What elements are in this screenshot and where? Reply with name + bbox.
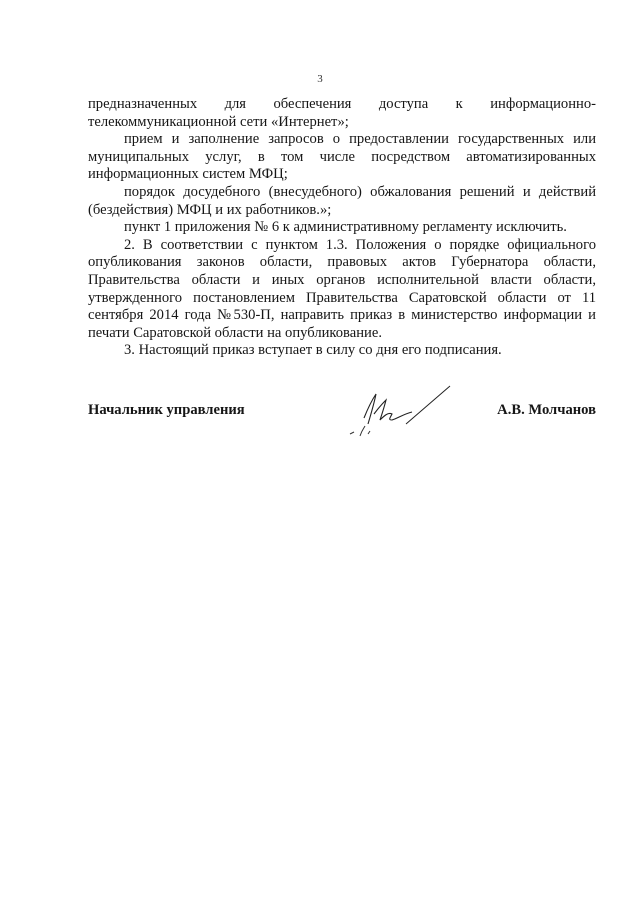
paragraph-exclusion: пункт 1 приложения № 6 к административному регламенту исключить. — [124, 219, 567, 236]
handwritten-signature — [346, 384, 466, 440]
signer-title: Начальник управления — [88, 402, 245, 418]
paragraph-appeal: порядок досудебного (внесудебного) обжалования решений и действий (бездействия) МФЦ и их работников.»; — [88, 183, 596, 218]
paragraph-publication: 2. В соответствии с пунктом 1.3. Положения о порядке официального опубликования законов области, правовых актов Губернатора области, Правительства области и иных органов исполнительной власти области, утвержденного постановлением Правительства Саратовской области от 11 сентября 2014 года №530-П, направить приказ в министерство информации и печати Саратовской области на опубликование. — [88, 236, 596, 341]
page-number: 3 — [317, 73, 323, 85]
signature-block — [88, 398, 596, 438]
document-body — [88, 96, 596, 360]
paragraph-continuation: предназначенных для обеспечения доступа к информационно-телекоммуникационной сети «Интернет»; — [88, 96, 596, 130]
paragraph-effective-date: 3. Настоящий приказ вступает в силу со дня его подписания. — [124, 342, 502, 359]
signer-name: А.В. Молчанов — [497, 402, 596, 418]
paragraph-requests: прием и заполнение запросов о предоставлении государственных или муниципальных услуг, в том числе посредством автоматизированных информационных систем МФЦ; — [88, 131, 596, 183]
